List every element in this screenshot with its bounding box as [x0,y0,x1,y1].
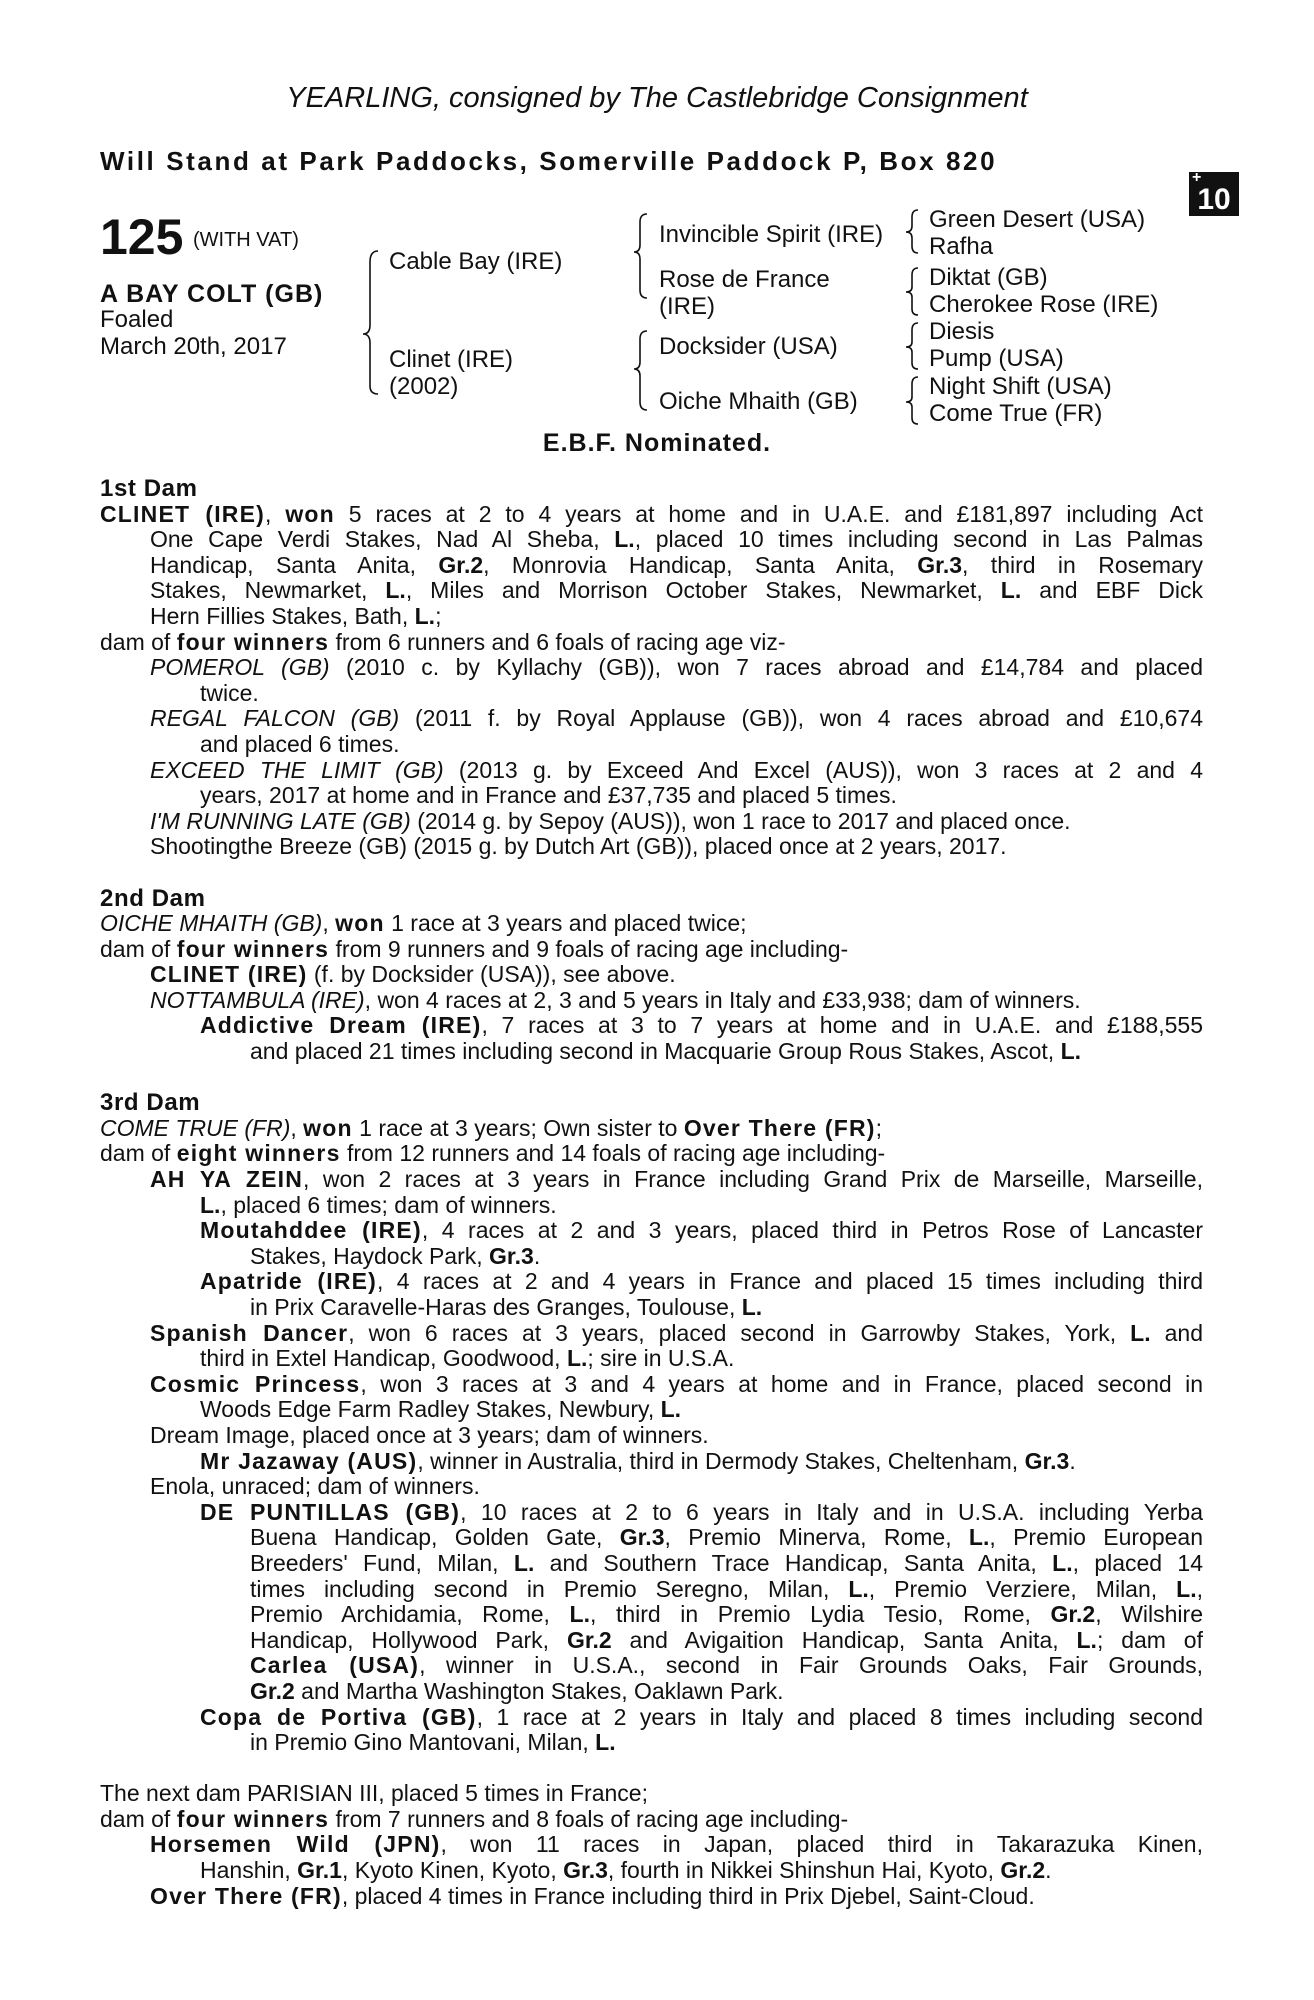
text-segment: ; dam of [1096,1627,1203,1653]
text-line [100,1525,1203,1551]
text-segment: Buena Handicap, Golden Gate, [250,1525,620,1551]
text-line [100,783,1203,809]
text-line [100,1781,1203,1807]
text-segment: dam of [100,1140,177,1167]
pedigree-dss: Diesis [929,318,995,345]
text-segment: Enola, unraced; dam of winners. [150,1473,480,1500]
text-segment: L. [200,1191,221,1218]
text-segment: dam of [100,1805,177,1832]
text-segment: L. [1176,1576,1197,1602]
text-line [100,988,1203,1014]
text-segment: , Premio European [989,1525,1203,1551]
text-line [100,1449,1203,1475]
text-segment: , [265,501,286,527]
text-line [100,1884,1203,1910]
text-segment: The next dam PARISIAN III, placed 5 times in France; [100,1780,648,1807]
pedigree-sire-dam-line2: (IRE) [659,293,715,320]
text-segment: Gr.3 [619,1525,665,1551]
text-segment: I'M RUNNING LATE (GB) [150,807,411,834]
pedigree-ssd: Rafha [929,233,994,260]
text-segment: from 9 runners and 9 foals of racing age including- [329,935,849,962]
text-segment: , winner in U.S.A., second in Fair Grounds Oaks, Fair Grounds, [419,1653,1203,1679]
text-segment: , placed 6 times; dam of winners. [220,1191,557,1218]
text-segment: , won 4 races at 2, 3 and 5 years in Italy and £33,938; dam of winners. [364,986,1081,1013]
text-line [100,1244,1203,1270]
text-segment: L. [1052,1550,1073,1576]
text-line [100,1116,1203,1142]
text-segment: and Southern Trace Handicap, Santa Anita, [534,1550,1053,1576]
text-segment: , winner in Australia, third in Dermody Stakes, Cheltenham, [417,1447,1025,1474]
text-segment: Shootingthe Breeze (GB) (2015 g. by Dutch Art (GB)), placed once at 2 years, 2017. [150,833,1007,860]
text-segment: , won 3 races at 3 and 4 years at home and in France, placed second in [360,1371,1203,1397]
text-segment: L. [968,1525,990,1551]
text-line [100,1346,1203,1372]
text-segment: , placed 14 [1072,1550,1203,1576]
text-line [100,886,1203,912]
text-line [100,1807,1203,1833]
text-segment: , 10 races at 2 to 6 years in Italy and in U.S.A. including Yerba [460,1499,1203,1525]
text-line [100,1269,1203,1295]
text-segment: REGAL FALCON (GB) [150,706,400,732]
text-line [100,1832,1203,1858]
text-line [100,527,1203,553]
vat-note: (WITH VAT) [193,229,299,251]
text-line [100,1090,1203,1116]
text-segment: twice. [200,679,259,706]
text-segment: DE PUNTILLAS (GB) [200,1499,461,1525]
text-segment: and Avigaition Handicap, Santa Anita, [611,1627,1077,1653]
text-segment: dam of [100,935,177,962]
text-segment: won [335,910,385,937]
text-line [100,1602,1203,1628]
text-segment: and EBF Dick [1021,578,1203,604]
text-segment: , Monrovia Handicap, Santa Anita, [483,552,918,578]
text-segment: Mr Jazaway (AUS) [200,1447,418,1474]
text-segment: Gr.2 [1050,1602,1096,1628]
text-segment: Gr.1 [297,1857,342,1884]
text-segment: and placed 6 times. [200,730,400,757]
text-segment: , 4 races at 2 and 4 years in France and placed 15 times including third [377,1269,1203,1295]
text-line [100,1218,1203,1244]
pedigree-sdd: Cherokee Rose (IRE) [929,291,1159,318]
lot-description: A BAY COLT (GB) [100,280,324,308]
text-segment: , Kyoto Kinen, Kyoto, [341,1857,564,1884]
text-segment: , Premio Minerva, Rome, [664,1525,969,1551]
text-line [100,1372,1203,1398]
text-segment: Carlea (USA) [250,1653,420,1679]
text-segment: L. [848,1576,869,1602]
text-segment: Cosmic Princess [150,1371,361,1397]
pedigree-sss: Green Desert (USA) [929,206,1146,233]
text-segment: four winners [176,1805,330,1832]
text-line [100,1858,1203,1884]
text-segment: 2nd Dam [100,884,206,912]
text-segment: ; sire in U.S.A. [587,1345,735,1372]
text-segment: Dream Image, placed once at 3 years; dam of winners. [150,1421,709,1448]
text-segment: in Premio Gino Mantovani, Milan, [250,1729,596,1756]
text-line [100,962,1203,988]
dam-history [100,476,1203,1909]
text-segment: Gr.2 [566,1627,612,1653]
text-segment: times including second in Premio Seregno, Milan, [250,1576,849,1602]
text-line [100,604,1203,630]
text-segment: CLINET (IRE) [150,961,308,988]
text-segment: L. [660,1396,682,1423]
spacer [100,860,1203,886]
text-line [100,732,1203,758]
text-segment: ; [435,602,442,629]
pedigree-sds: Diktat (GB) [929,264,1048,291]
text-segment: Hanshin, [200,1857,298,1884]
text-segment: dam of [100,628,177,655]
text-segment: (2013 g. by Exceed And Excel (AUS)), won 3 races at 2 and 4 [443,757,1203,783]
text-segment: NOTTAMBULA (IRE) [150,986,365,1013]
text-segment: from 6 runners and 6 foals of racing age viz- [329,628,786,655]
text-segment: , Wilshire [1095,1602,1203,1628]
text-line [100,1141,1203,1167]
text-segment: , [322,910,336,937]
text-segment: from 7 runners and 8 foals of racing age including- [329,1805,849,1832]
text-segment: , Miles and Morrison October Stakes, Newmarket, [405,578,1001,604]
text-segment: L. [566,1345,588,1372]
text-segment: Stakes, Newmarket, [150,578,386,604]
pedigree-dsd: Pump (USA) [929,345,1064,372]
text-line [100,502,1203,528]
text-line [100,1321,1203,1347]
text-segment: L. [741,1294,763,1320]
text-segment: , won 11 races in Japan, placed third in Takarazuka Kinen, [440,1832,1203,1858]
text-line [100,681,1203,707]
text-segment: years, 2017 at home and in France and £37,735 and placed 5 times. [200,782,897,809]
text-segment: Breeders' Fund, Milan, [250,1550,514,1576]
text-line [100,1423,1203,1449]
text-segment: eight winners [176,1140,341,1167]
pedigree-dam-line1: Clinet (IRE) [389,346,514,373]
text-segment: One Cape Verdi Stakes, Nad Al Sheba, [150,527,615,553]
text-segment: Gr.2 [1000,1857,1046,1884]
pedigree-ddd: Come True (FR) [929,400,1103,427]
text-segment: L. [1130,1320,1151,1346]
text-line [100,1577,1203,1603]
text-line [100,1474,1203,1500]
pedigree-dam-line2: (2002) [389,373,459,400]
text-line [100,1628,1203,1654]
pedigree-dam-dam: Oiche Mhaith (GB) [659,388,858,415]
text-segment: 3rd Dam [100,1089,201,1117]
text-segment: , 4 races at 2 and 3 years, placed third in Petros Rose of Lancaster [421,1218,1203,1244]
text-segment: (f. by Docksider (USA)), see above. [307,961,676,988]
text-line [100,1193,1203,1219]
text-segment: ; [875,1114,883,1141]
text-segment: Over There (FR) [150,1882,342,1909]
text-segment: 5 races at 2 to 4 years at home and in U.A.E. and £181,897 including Act [334,501,1203,527]
text-segment: , [1196,1576,1203,1602]
text-segment: 1 race at 3 years and placed twice; [384,910,747,937]
text-segment: Premio Archidamia, Rome, [250,1602,570,1628]
text-segment: L. [513,1550,535,1576]
text-line [100,1679,1203,1705]
text-segment: (2010 c. by Kyllachy (GB)), won 7 races abroad and £14,784 and placed [329,655,1203,681]
text-segment: , won 2 races at 3 years in France including Grand Prix de Marseille, Marseille, [303,1167,1203,1193]
text-line [100,1500,1203,1526]
ebf-nomination: E.B.F. Nominated. [542,429,772,457]
text-segment: OICHE MHAITH (GB) [100,910,323,937]
text-segment: Stakes, Haydock Park, [250,1242,490,1269]
pedigree-sire-sire: Invincible Spirit (IRE) [659,221,884,248]
spacer [100,1756,1203,1782]
text-segment: , placed 4 times in France including third in Prix Djebel, Saint-Cloud. [341,1882,1035,1909]
text-segment: Handicap, Hollywood Park, [250,1627,567,1653]
text-segment: . [533,1242,541,1269]
text-line [100,1039,1203,1065]
text-segment: won [303,1114,353,1141]
text-segment: Gr.3 [489,1242,534,1269]
text-segment: Addictive Dream (IRE) [200,1013,482,1039]
text-segment: in Prix Caravelle-Haras des Granges, Toulouse, [250,1294,742,1320]
spacer [100,1065,1203,1091]
foaled-date: March 20th, 2017 [100,333,287,360]
text-segment: Gr.3 [563,1857,608,1884]
text-segment: Gr.3 [1024,1447,1070,1474]
text-segment: Hern Fillies Stakes, Bath, [150,602,415,629]
pedigree-dds: Night Shift (USA) [929,373,1112,400]
text-line [100,578,1203,604]
text-line [100,1013,1203,1039]
text-segment: Gr.2 [250,1677,295,1704]
text-segment: and placed 21 times including second in Macquarie Group Rous Stakes, Ascot, [250,1038,1061,1065]
text-segment: L. [569,1602,590,1628]
text-segment: (2014 g. by Sepoy (AUS)), won 1 race to 2017 and placed once. [410,807,1071,834]
text-segment: 1 race at 3 years; Own sister to [352,1114,684,1141]
text-segment: third in Extel Handicap, Goodwood, [200,1345,567,1372]
text-segment: 1st Dam [100,475,198,502]
text-segment: Spanish Dancer [150,1320,349,1346]
text-segment: , 1 race at 2 years in Italy and placed 8 times including second [476,1704,1203,1730]
text-segment: , fourth in Nikkei Shinshun Hai, Kyoto, [607,1857,1001,1884]
badge-plus: + [1192,169,1202,186]
text-segment: , [290,1114,304,1141]
lot-number: 125 [100,209,184,265]
text-segment: L. [1000,578,1022,604]
text-segment: won [285,501,335,527]
text-line [100,630,1203,656]
text-segment: Gr.3 [917,552,963,578]
text-segment: EXCEED THE LIMIT (GB) [150,757,444,783]
text-segment: from 12 runners and 14 foals of racing age including- [340,1140,886,1167]
text-line [100,553,1203,579]
text-segment: four winners [176,628,330,655]
text-segment: , won 6 races at 3 years, placed second in Garrowby Stakes, York, [348,1320,1131,1346]
text-segment: L. [1060,1038,1082,1065]
text-line [100,476,1203,502]
text-line [100,1295,1203,1321]
text-segment: CLINET (IRE) [100,501,266,527]
text-line [100,1397,1203,1423]
text-segment: four winners [176,935,330,962]
text-segment: POMEROL (GB) [150,655,330,681]
text-segment: and [1150,1320,1203,1346]
text-line [100,1653,1203,1679]
text-segment: Moutahddee (IRE) [200,1218,422,1244]
pedigree-sire-dam-line1: Rose de France [659,266,830,293]
text-segment: , 7 races at 3 to 7 years at home and in U.A.E. and £188,555 [481,1013,1203,1039]
text-segment: Gr.2 [438,552,484,578]
text-segment: Woods Edge Farm Radley Stakes, Newbury, [200,1396,661,1423]
text-line [100,758,1203,784]
text-segment: L. [614,527,635,553]
text-segment: L. [414,602,436,629]
foaled-label: Foaled [100,306,174,333]
text-segment: Copa de Portiva (GB) [200,1704,477,1730]
text-line [100,655,1203,681]
text-line [100,834,1203,860]
text-segment: and Martha Washington Stakes, Oaklawn Park. [294,1677,784,1704]
text-segment: Horsemen Wild (JPN) [150,1832,441,1858]
text-line [100,1730,1203,1756]
pedigree-sire: Cable Bay (IRE) [389,248,563,275]
text-line [100,1705,1203,1731]
text-segment: AH YA ZEIN [150,1167,304,1193]
text-segment: , placed 10 times including second in Las Palmas [634,527,1203,553]
text-line [100,937,1203,963]
text-line [100,911,1203,937]
stand-location: Will Stand at Park Paddocks, Somerville Paddock P, Box 820 [100,146,998,176]
text-segment: , third in Premio Lydia Tesio, Rome, [589,1602,1051,1628]
text-segment: Handicap, Santa Anita, [150,552,439,578]
text-line [100,809,1203,835]
text-segment: , third in Rosemary [962,552,1203,578]
badge-text: 10 [1197,183,1231,216]
text-segment: . [1069,1447,1076,1474]
text-segment: L. [385,578,406,604]
text-segment: Apatride (IRE) [200,1269,378,1295]
text-segment: . [1045,1857,1052,1884]
text-line [100,1167,1203,1193]
catalogue-header: YEARLING, consigned by The Castlebridge Consignment [286,82,1028,114]
text-segment: Over There (FR) [683,1114,876,1141]
text-segment: (2011 f. by Royal Applause (GB)), won 4 races abroad and £10,674 [399,706,1203,732]
text-line [100,706,1203,732]
text-segment: L. [595,1729,616,1756]
text-segment: , Premio Verziere, Milan, [868,1576,1177,1602]
text-line [100,1551,1203,1577]
text-segment: COME TRUE (FR) [100,1114,291,1141]
pedigree-dam-sire: Docksider (USA) [659,333,838,360]
text-segment: L. [1076,1627,1097,1653]
